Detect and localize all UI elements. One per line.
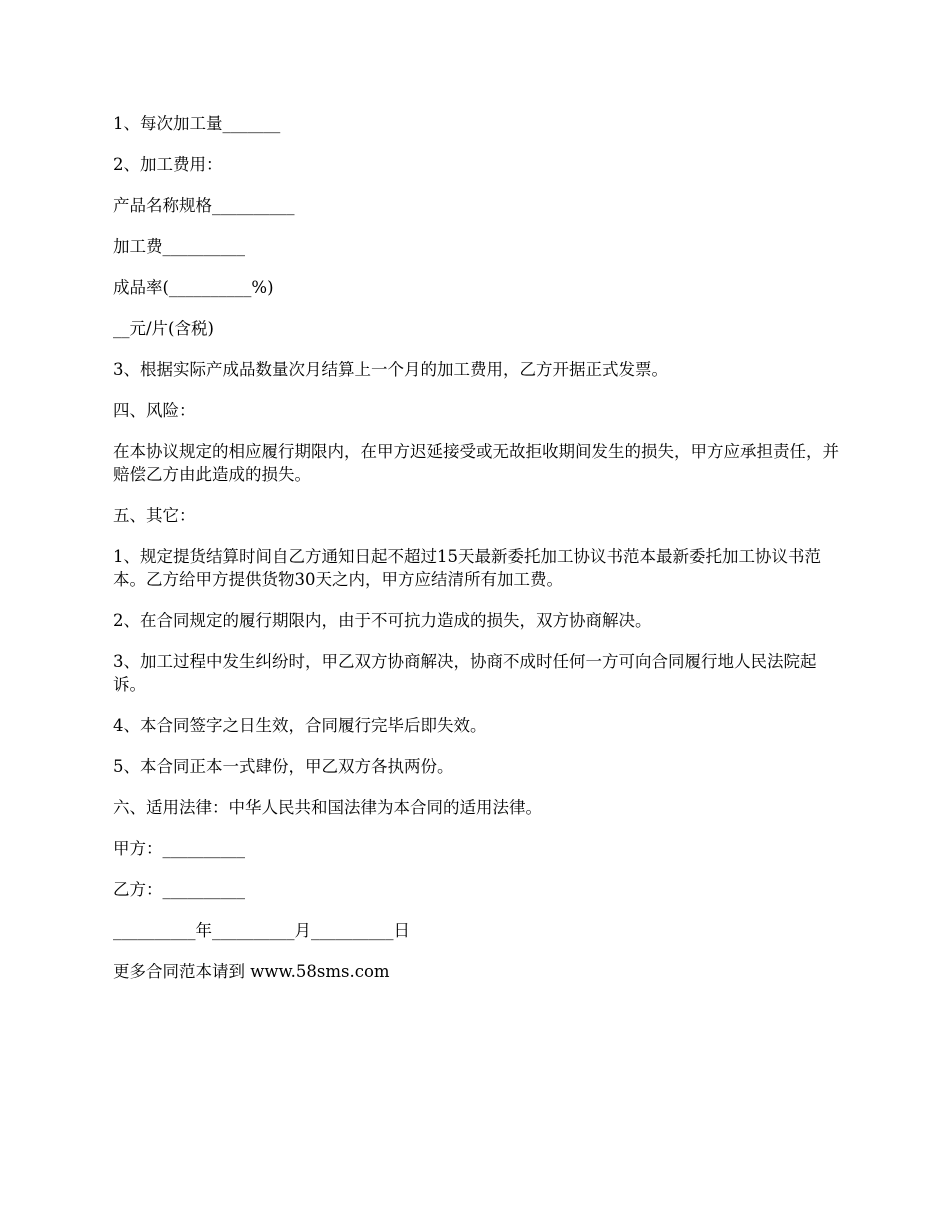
clause-processing-fee-heading: 2、加工费用： — [113, 155, 223, 174]
section-heading-risk: 四、风险： — [113, 401, 196, 420]
clause-other-1: 1、规定提货结算时间自乙方通知日起不超过15天最新委托加工协议书范本最新委托加工协议书范本。乙方给甲方提供货物30天之内，甲方应结清所有加工费。 — [113, 547, 821, 589]
signature-date: __________年__________月__________日 — [113, 921, 410, 940]
footer-more-templates: 更多合同范本请到 www.58sms.com — [113, 962, 390, 981]
document-body — [113, 112, 843, 1001]
clause-settlement: 3、根据实际产成品数量次月结算上一个月的加工费用，乙方开据正式发票。 — [113, 360, 668, 379]
section-applicable-law: 六、适用法律：中华人民共和国法律为本合同的适用法律。 — [113, 798, 542, 817]
field-processing-fee: 加工费__________ — [113, 237, 245, 256]
clause-other-3: 3、加工过程中发生纠纷时，甲乙双方协商解决，协商不成时任何一方可向合同履行地人民法院起诉。 — [113, 652, 817, 694]
clause-other-4: 4、本合同签字之日生效，合同履行完毕后即失效。 — [113, 716, 487, 735]
field-yield-rate: 成品率(__________%) — [113, 278, 274, 297]
field-price-per-piece: __元/片(含税) — [113, 319, 214, 338]
clause-other-2: 2、在合同规定的履行期限内，由于不可抗力造成的损失，双方协商解决。 — [113, 611, 652, 630]
signature-party-a: 甲方：__________ — [113, 839, 245, 858]
section-heading-other: 五、其它： — [113, 506, 196, 525]
signature-party-b: 乙方：__________ — [113, 880, 245, 899]
clause-other-5: 5、本合同正本一式肆份，甲乙双方各执两份。 — [113, 757, 454, 776]
clause-processing-quantity: 1、每次加工量_______ — [113, 114, 281, 133]
clause-risk: 在本协议规定的相应履行期限内，在甲方迟延接受或无故拒收期间发生的损失，甲方应承担责任，并赔偿乙方由此造成的损失。 — [113, 442, 839, 484]
field-product-name-spec: 产品名称规格__________ — [113, 196, 295, 215]
